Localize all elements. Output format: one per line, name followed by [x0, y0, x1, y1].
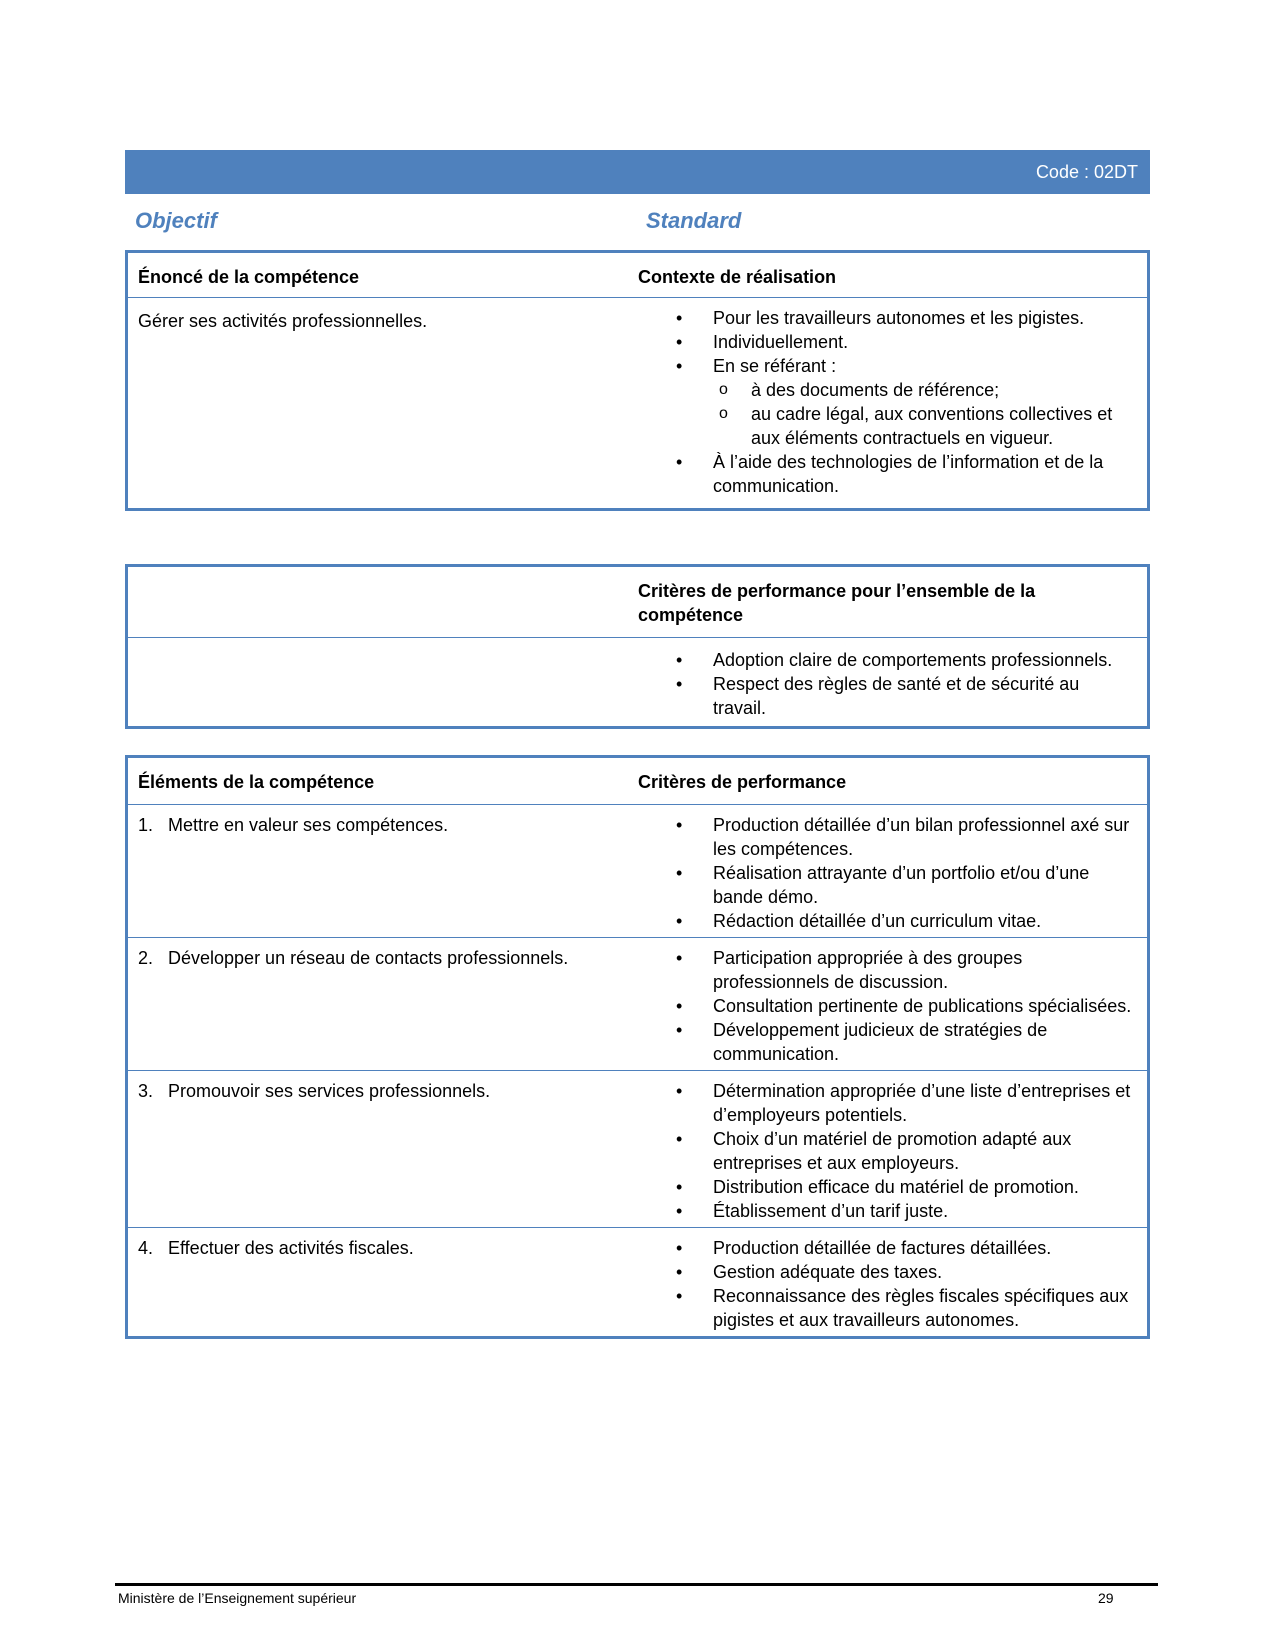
criteres-ensemble-heading: Critères de performance pour l’ensemble de la compétence [638, 581, 1036, 625]
list-item: • Production détaillée d’un bilan professionnel axé sur les compétences. [638, 813, 1137, 861]
list-item: • Gestion adéquate des taxes. [638, 1260, 1137, 1284]
element-text: Mettre en valeur ses compétences. [168, 815, 449, 835]
criteres-ensemble-header-row [128, 567, 1147, 638]
competence-body-row [128, 298, 1147, 508]
contexte-list [638, 306, 1137, 498]
list-item-label: En se référant : [713, 356, 837, 376]
element-number: 1. [138, 815, 154, 835]
list-item: • Respect des règles de santé et de sécurité au travail. [638, 672, 1137, 720]
list-item: • Participation appropriée à des groupes professionnels de discussion. [638, 946, 1137, 994]
sublist-item: o au cadre légal, aux conventions collectives et aux éléments contractuels en vigueur. [713, 402, 1137, 450]
list-item: • Adoption claire de comportements professionnels. [638, 648, 1137, 672]
element-number: 3. [138, 1081, 154, 1101]
list-item: • Pour les travailleurs autonomes et les pigistes. [638, 306, 1137, 330]
elements-header-row [128, 758, 1147, 805]
table-row [128, 938, 1147, 1071]
list-item [638, 354, 1137, 450]
elements-table [125, 755, 1150, 1339]
element-item [138, 1236, 628, 1260]
footer-ministry: Ministère de l’Enseignement supérieur [118, 1590, 357, 1606]
criteres-list [638, 1236, 1137, 1332]
list-item: • Reconnaissance des règles fiscales spécifiques aux pigistes et aux travailleurs autonomes. [638, 1284, 1137, 1332]
standard-label: Standard [646, 208, 742, 233]
element-number: 4. [138, 1238, 154, 1258]
table-row [128, 1228, 1147, 1336]
sublist-item: o à des documents de référence; [713, 378, 1137, 402]
competence-table [125, 250, 1150, 511]
page-number: 29 [1098, 1590, 1114, 1606]
contexte-sublist [713, 378, 1137, 450]
table-row [128, 1071, 1147, 1228]
list-item: • Choix d’un matériel de promotion adapté aux entreprises et aux employeurs. [638, 1127, 1137, 1175]
criteres-list [638, 1079, 1137, 1223]
contexte-heading: Contexte de réalisation [638, 267, 837, 287]
footer-divider [115, 1583, 1158, 1586]
criteres-heading: Critères de performance [638, 772, 847, 792]
list-item: • Réalisation attrayante d’un portfolio et/ou d’une bande démo. [638, 861, 1137, 909]
list-item: • Rédaction détaillée d’un curriculum vitae. [638, 909, 1137, 933]
element-item [138, 1079, 628, 1103]
code-header-bar [125, 150, 1150, 194]
elements-heading: Éléments de la compétence [138, 772, 375, 792]
competence-header-row [128, 253, 1147, 298]
enonce-heading: Énoncé de la compétence [138, 267, 360, 287]
list-item: • Distribution efficace du matériel de promotion. [638, 1175, 1137, 1199]
list-item: • Consultation pertinente de publications spécialisées. [638, 994, 1137, 1018]
list-item: • Production détaillée de factures détaillées. [638, 1236, 1137, 1260]
element-text: Effectuer des activités fiscales. [168, 1238, 414, 1258]
element-text: Promouvoir ses services professionnels. [168, 1081, 491, 1101]
element-text: Développer un réseau de contacts professionnels. [168, 948, 569, 968]
criteres-ensemble-table [125, 564, 1150, 729]
criteres-ensemble-list [638, 648, 1137, 720]
enonce-text: Gérer ses activités professionnelles. [138, 311, 428, 331]
list-item: • Développement judicieux de stratégies de communication. [638, 1018, 1137, 1066]
objectif-label: Objectif [135, 208, 217, 233]
list-item: • Individuellement. [638, 330, 1137, 354]
element-item [138, 946, 628, 970]
list-item: • Détermination appropriée d’une liste d’entreprises et d’employeurs potentiels. [638, 1079, 1137, 1127]
criteres-list [638, 813, 1137, 933]
list-item: • À l’aide des technologies de l’information et de la communication. [638, 450, 1137, 498]
competency-code: Code : 02DT [1035, 162, 1138, 182]
criteres-ensemble-body-row [128, 638, 1147, 726]
criteres-list [638, 946, 1137, 1066]
empty-cell [128, 648, 638, 720]
list-item: • Établissement d’un tarif juste. [638, 1199, 1137, 1223]
table-row [128, 805, 1147, 938]
empty-cell [128, 567, 638, 637]
element-number: 2. [138, 948, 154, 968]
element-item [138, 813, 628, 837]
section-labels [125, 208, 1150, 238]
